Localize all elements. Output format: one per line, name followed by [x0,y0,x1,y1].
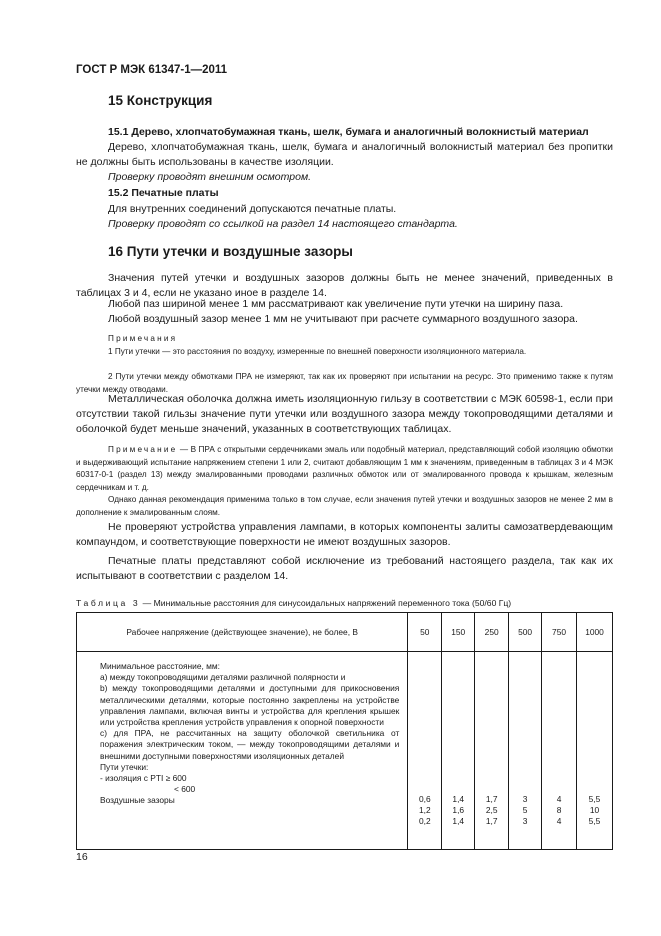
values-1000: 5,5 10 5,5 [577,652,613,850]
section-15-1-title: 15.1 Дерево, хлопчатобумажная ткань, шелк, бумага и аналогичный волокнистый материал [108,126,589,138]
section-16-para-5: Не проверяют устройства управления лампами, в которых компоненты залиты самозатвердевающим компаундом, и соответствующие поверхности не имеют воздушных зазоров. [76,521,613,548]
header-voltage-1000: 1000 [577,613,613,652]
section-15-1-text: Дерево, хлопчатобумажная ткань, шелк, бумага и аналогичный волокнистый материал без пропитки не должны быть использованы в качестве изоляции. [76,141,613,168]
section-16-para-4: Металлическая оболочка должна иметь изоляционную гильзу в соответствии с МЭК 60598-1, если при отсутствии такой гильзы значение пути утечки или воздушного зазора между токопроводящими деталями и оболочкой будет меньше значений, указанных в соответствующих таблицах. [76,393,613,435]
desc-line: Воздушные зазоры [100,795,175,806]
desc-line: Пути утечки: [100,761,149,772]
values-750: 4 8 4 [542,652,577,850]
table-3 [76,612,613,850]
note-3-text: — В ПРА с открытыми сердечниками эмаль или подобный материал, представляющий собой изоляцию обмотки и выдерживающий испытание напряжением степени 1 или 2, считают добавляющим 1 мм к значениям, приведенным в таблицах 3 и 4 МЭК 60317-0-1 (раздел 13) между эмалированными проводами различных обмоток или от эмалированного провода к крышкам, железным сердечникам и т. д. [76,445,613,492]
section-16-para-1: Значения путей утечки и воздушных зазоров должны быть не менее значений, приведенных в таблицах 3 и 4, если не указано иное в разделе 14. [76,272,613,299]
note-3-continuation: Однако данная рекомендация применима только в том случае, если значения путей утечки и воздушных зазоров не менее 2 мм в дополнение к эмалированным слоям. [76,495,613,517]
header-voltage-50: 50 [408,613,442,652]
values-150: 1,4 1,6 1,4 [442,652,475,850]
section-15-2-check: Проверку проводят со ссылкой на раздел 14 настоящего стандарта. [108,218,458,230]
table-3-caption [76,598,511,608]
desc-line: Минимальное расстояние, мм: [100,661,220,671]
note-3 [76,444,613,494]
values-500: 3 5 3 [509,652,542,850]
desc-line: b) между токопроводящими деталями и доступными для прикосновения металлическими деталями, которые постоянно закреплены на устройстве управления лампами, включая винты и устройства для крепления крышек или устройства крепления устройств управления к опорной поверхности [100,683,400,728]
header-voltage-250: 250 [475,613,509,652]
desc-line: c) для ПРА, не рассчитанных на защиту оболочкой светильника от поражения электрическим током, — между токопроводящими деталями и внешними доступными поверхностями изоляционных деталей [100,728,400,761]
header-voltage-500: 500 [509,613,542,652]
table-3-caption-label: Таблица 3 [76,598,141,608]
section-16-para-2: Любой паз шириной менее 1 мм рассматривают как увеличение пути утечки на ширину паза. [108,298,564,310]
section-15-1-check: Проверку проводят внешним осмотром. [108,171,312,183]
desc-line: < 600 [174,784,196,795]
note-1: 1 Пути утечки — это расстояния по воздуху, измеренные по внешней поверхности изоляционного материала. [108,347,527,356]
note-2: 2 Пути утечки между обмотками ПРА не измеряют, так как их проверяют при испытании на ресурс. Это применимо также к путям утечки между отводами. [76,372,613,394]
section-16-para-6: Печатные платы представляют собой исключение из требований настоящего раздела, так как их испытывают в соответствии с разделом 14. [76,555,613,582]
distance-description [77,652,408,850]
header-voltage-150: 150 [442,613,475,652]
section-15-2-title: 15.2 Печатные платы [108,187,219,199]
page-number: 16 [76,851,88,863]
notes-label: Примечания [108,334,178,343]
values-250: 1,7 2,5 1,7 [475,652,509,850]
table-header-row [77,613,613,652]
section-16-para-3: Любой воздушный зазор менее 1 мм не учитывают при расчете суммарного воздушного зазора. [108,313,578,325]
header-working-voltage: Рабочее напряжение (действующее значение), не более, В [77,613,408,652]
section-16-title: 16 Пути утечки и воздушные зазоры [108,244,353,259]
header-voltage-750: 750 [542,613,577,652]
section-15-2-text: Для внутренних соединений допускаются печатные платы. [108,203,397,215]
note-3-label: Примечание [108,445,178,454]
desc-line: - изоляция с PTI ≥ 600 [100,773,187,784]
values-50: 0,6 1,2 0,2 [408,652,442,850]
table-row [77,652,613,850]
desc-line: а) между токопроводящими деталями различной полярности и [100,672,346,683]
document-header: ГОСТ Р МЭК 61347-1—2011 [76,64,228,76]
table-3-caption-text: — Минимальные расстояния для синусоидальных напряжений переменного тока (50/60 Гц) [140,598,512,608]
section-15-title: 15 Конструкция [108,93,213,108]
